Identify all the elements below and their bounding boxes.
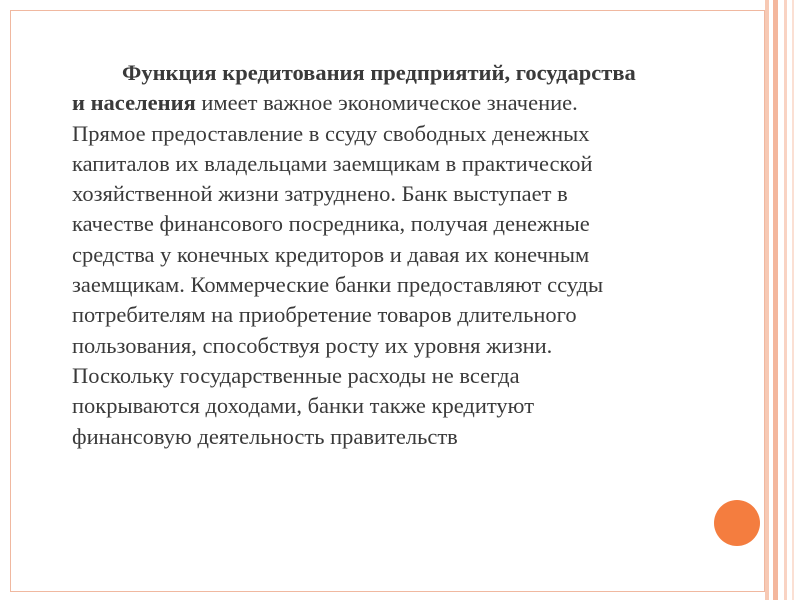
text-line: покрываются доходами, банки также кредитуют	[72, 393, 535, 419]
text-line: Поскольку государственные расходы не всегда	[72, 362, 520, 388]
text-line: средства у конечных кредиторов и давая их конечным	[72, 241, 590, 267]
text-line: капиталов их владельцами заемщикам в практической	[72, 150, 593, 176]
text-line: потребителям на приобретение товаров длительного	[72, 302, 577, 328]
bold-lead-end: и населения	[72, 90, 196, 116]
text-line: финансовую деятельность правительств	[72, 423, 458, 449]
orange-circle-decoration	[714, 500, 760, 546]
decorative-stripe	[765, 0, 769, 600]
text-line: пользования, способствуя росту их уровня жизни.	[72, 332, 553, 358]
decorative-stripe	[784, 0, 787, 600]
decorative-stripe	[773, 0, 778, 600]
text-line-lead: Функция кредитования предприятий, государства	[122, 60, 636, 85]
text-line: Прямое предоставление в ссуду свободных денежных	[72, 120, 590, 146]
slide-body-text	[72, 58, 752, 452]
text-line: хозяйственной жизни затруднено. Банк выступает в	[72, 181, 568, 207]
text-line: качестве финансового посредника, получая денежные	[72, 211, 590, 237]
text-line: заемщикам. Коммерческие банки предоставляют ссуды	[72, 272, 604, 298]
text-line-2	[72, 88, 752, 118]
line-2-rest: имеет важное экономическое значение.	[195, 90, 578, 116]
decorative-stripe	[792, 0, 794, 600]
